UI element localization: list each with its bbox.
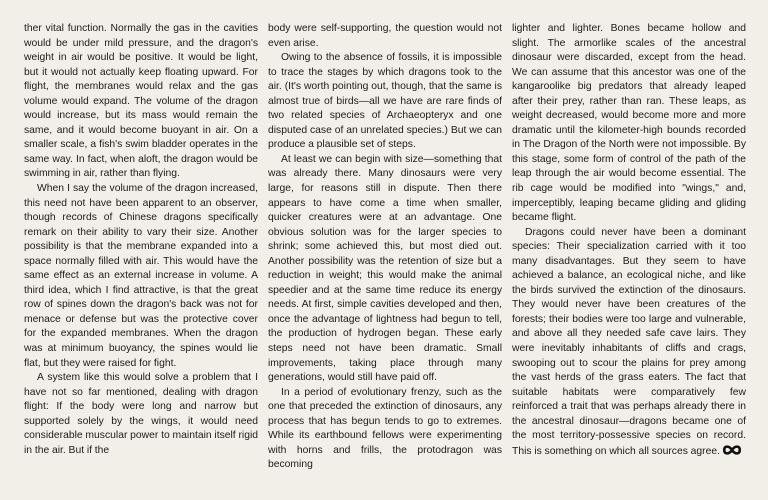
- paragraph-last: [512, 226, 746, 460]
- paragraph: When I say the volume of the dragon increased, this need not have been apparent to an observer, though records of Chinese dragons specifically remark on their ability to vary their size. Another possibility is that the membrane expanded into a space normally filled with air. This would have the same effect as an external increase in volume. A third idea, which I find attractive, is that the great row of spines down the dragon's back was not for menace or defense but was the protective cover for the expanded membranes. When the dragon was at minimum buoyancy, the spines would lie flat, but they were raised for fight.: [24, 183, 258, 369]
- column-2: [268, 22, 502, 496]
- text-page: [24, 22, 746, 496]
- paragraph-text: Dragons could never have been a dominant species: Their specialization carried with it too many disadvantages. But they seem to have achieved a balance, an ecological niche, and like the birds survived the extinction of the dinosaurs. They would never have been creatures of the forests; their bodies were too large and vulnerable, and above all they needed safe cave lairs. They were inevitably inhabitants of cliffs and crags, swooping out to scour the plains for prey among the vast herds of the grass eaters. The fact that suitable habitats were comparatively few reinforced a trait that was perhaps already there in the ancestral dinosaur—dragons became one of the most territory-possessive species on record. This is something on which all sources agree.: [512, 226, 746, 457]
- end-mark-icon: [723, 444, 741, 456]
- paragraph: At least we can begin with size—something that was already there. Many dinosaurs were very large, for reasons still in dispute. Then there appears to have come a time when smaller, quicker creatures were at an advantage. One obvious solution was for the larger species to shrink; some achieved this, but most died out. Another possibility was the retention of size but a reduction in weight; this would make the animal speedier and at the same time reduce its energy needs. At first, simple cavities developed and then, once the advantage of lightness had begun to tell, the production of hydrogen began. These early steps need not have been dramatic. Small improvements, taking place through many generations, would still have paid off.: [268, 153, 502, 384]
- paragraph: In a period of evolutionary frenzy, such as the one that preceded the extinction of dinosaurs, any process that has begun tends to go to extremes. While its earthbound fellows were experimenting with horns and frills, the protodragon was becoming: [268, 386, 502, 471]
- paragraph: body were self-supporting, the question would not even arise.: [268, 23, 502, 49]
- paragraph: A system like this would solve a problem that I have not so far mentioned, dealing with dragon flight: If the body were long and narrow but supported solely by the wings, it would need considerable muscular power to maintain itself rigid in the air. But if the: [24, 372, 258, 456]
- paragraph: Owing to the absence of fossils, it is impossible to trace the stages by which dragons took to the air. (It's worth pointing out, though, that the same is almost true of birds—all we have are rare finds of two related species of Archaeopteryx and one disputed case of an unrelated species.) But we can produce a plausible set of steps.: [268, 52, 502, 151]
- paragraph: lighter and lighter. Bones became hollow and slight. The armorlike scales of the ancestral dinosaur were discarded, except from the head. We can assume that this ancestor was one of the kangaroolike big predators that already leaped after their prey, rather than ran. These leaps, as weight decreased, would become more and more dramatic until the kilometer-high bounds recorded in The Dragon of the North were not impossible. By this stage, some form of control of the path of the leap through the air would become essential. The rib cage would be modified into "wings," and, imperceptibly, leaping became gliding and gliding became flight.: [512, 23, 746, 224]
- column-1: [24, 22, 258, 496]
- column-3: [512, 22, 746, 496]
- paragraph: ther vital function. Normally the gas in the cavities would be under mild pressure, and the dragon's weight in air would be positive. It would be light, but it would not actually keep floating upward. For flight, the membranes would relax and the gas volume would expand. The volume of the dragon would increase, but its mass would remain the same, and it would become buoyant in air. On a smaller scale, a fish's swim bladder operates in the same way. In fact, when aloft, the dragon would be swimming in air, rather than flying.: [24, 23, 258, 180]
